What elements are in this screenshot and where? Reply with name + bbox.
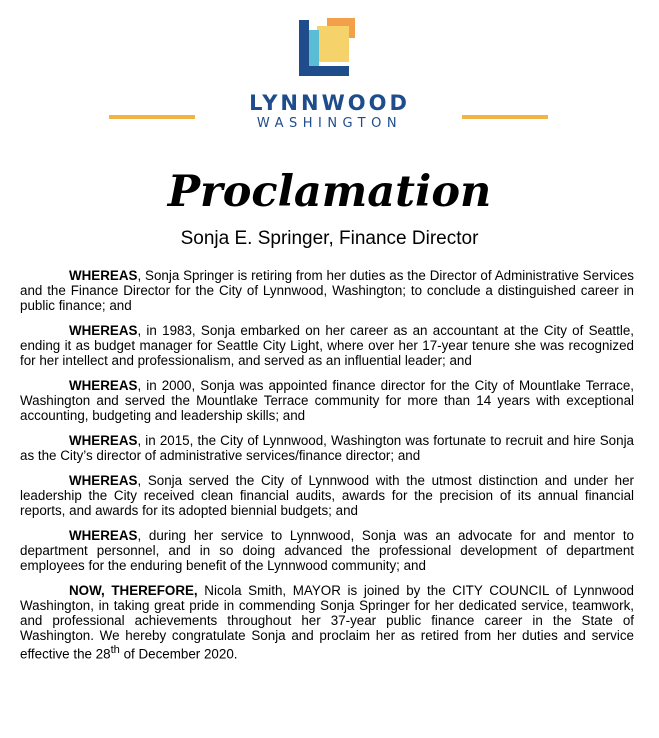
whereas-keyword: WHEREAS	[69, 378, 138, 393]
logo-subtitle: WASHINGTON	[256, 116, 403, 131]
paragraph-text: , in 2015, the City of Lynnwood, Washington was fortunate to recruit and hire Sonja as the City’s director of administrative services/finance director; and	[20, 433, 634, 463]
paragraph-text: , in 2000, Sonja was appointed finance director for the City of Mountlake Terrace, Washington and served the Mountlake Terrace community for more than 14 years with exceptional accounting, budgeting and leadership skills; and	[20, 378, 634, 423]
ordinal-suffix: th	[110, 644, 120, 656]
whereas-keyword: WHEREAS	[69, 268, 138, 283]
document-subtitle: Sonja E. Springer, Finance Director	[180, 228, 479, 249]
logo-teal-bar	[309, 30, 319, 66]
document-title: Proclamation	[167, 167, 492, 217]
paragraph-text: , Sonja Springer is retiring from her duties as the Director of Administrative Services and the Finance Director for the City of Lynnwood, Washington; to conclude a distinguished career in public finance; and	[20, 268, 634, 313]
whereas-paragraph-1	[20, 268, 634, 313]
paragraph-text: , during her service to Lynnwood, Sonja was an advocate for and mentor to department personnel, and in so doing advanced the professional development of department employees for the enduring benefit of the Lynnwood community; and	[20, 528, 634, 573]
logo-wordmark: LYNNWOOD	[249, 91, 410, 115]
now-therefore-paragraph	[20, 583, 634, 661]
whereas-paragraph-2	[20, 323, 634, 368]
now-therefore-keyword: NOW, THEREFORE,	[69, 583, 198, 598]
whereas-keyword: WHEREAS	[69, 433, 138, 448]
whereas-paragraph-6	[20, 528, 634, 573]
logo-yellow-block	[317, 26, 349, 62]
whereas-paragraph-5	[20, 473, 634, 518]
lynnwood-logo-icon	[297, 18, 359, 76]
closing-text-end: of December 2020.	[119, 646, 238, 662]
whereas-keyword: WHEREAS	[69, 473, 138, 488]
whereas-paragraph-3	[20, 378, 634, 423]
whereas-keyword: WHEREAS	[69, 323, 138, 338]
proclamation-body	[20, 268, 634, 671]
closing-text: Nicola Smith, MAYOR is joined by the CITY COUNCIL of Lynnwood Washington, in taking great pride in commending Sonja Springer for her dedicated service, teamwork, and professional achievements throughout her 37-year public finance career in the State of Washington. We hereby congratulate Sonja and proclaim her as retired from her duties and service effective the 28	[20, 583, 634, 662]
paragraph-text: , Sonja served the City of Lynnwood with the utmost distinction and under her leadership the City received clean financial audits, awards for the precision of its annual financial reports, and awards for its adopted biennial budgets; and	[20, 473, 634, 518]
paragraph-text: , in 1983, Sonja embarked on her career as an accountant at the City of Seattle, ending it as budget manager for Seattle City Light, where over her 17-year tenure she was recognized for her intellect and professionalism, and served as an influential leader; and	[20, 323, 634, 368]
whereas-paragraph-4	[20, 433, 634, 463]
whereas-keyword: WHEREAS	[69, 528, 138, 543]
